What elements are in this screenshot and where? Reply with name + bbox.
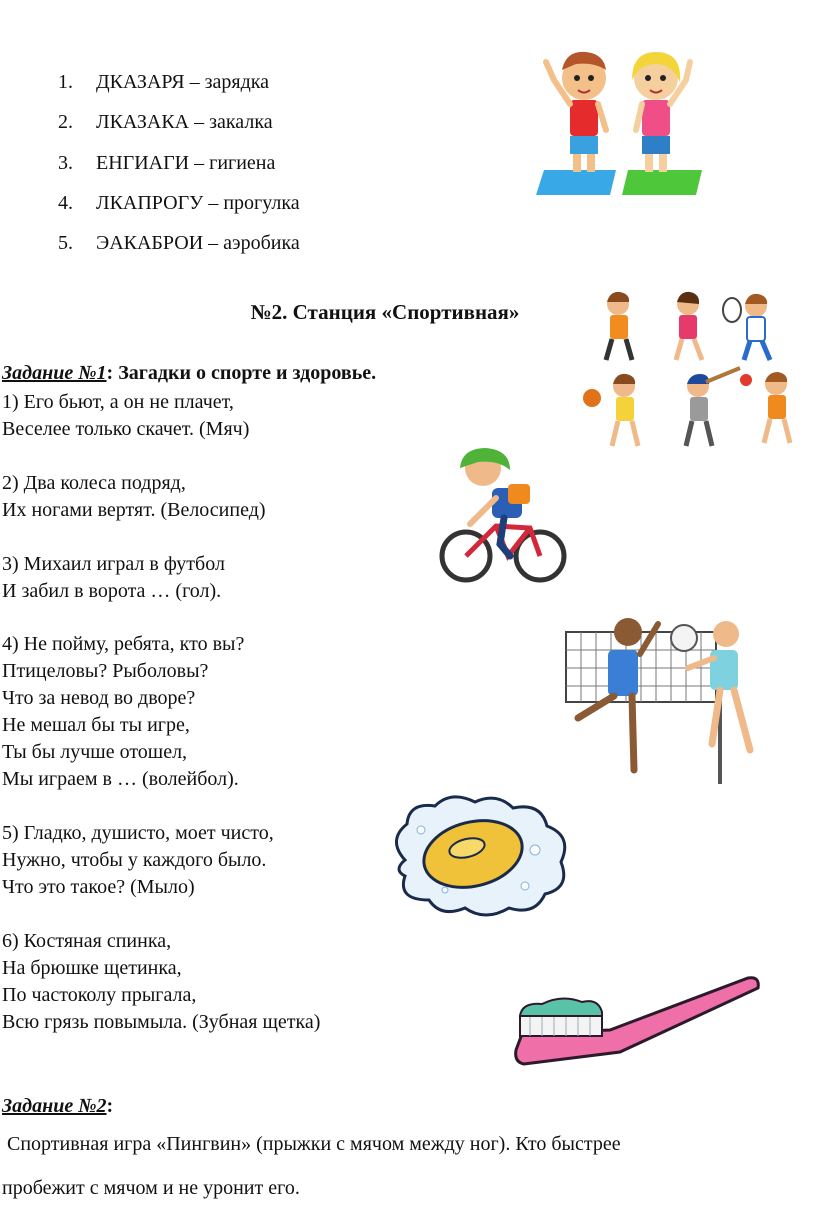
sport-kids-illustration bbox=[580, 288, 810, 458]
riddle-line: На брюшке щетинка, bbox=[2, 957, 182, 979]
riddle-line: Мы играем в … (волейбол). bbox=[2, 768, 239, 790]
task1-heading bbox=[2, 362, 376, 385]
riddle-line: Что это такое? (Мыло) bbox=[2, 876, 195, 898]
task1-colon: : bbox=[106, 362, 114, 384]
task2-heading bbox=[2, 1095, 113, 1118]
word-item-5: 5. ЭАКАБРОИ – аэробика bbox=[58, 232, 300, 254]
riddle-line: Всю грязь повымыла. (Зубная щетка) bbox=[2, 1011, 321, 1033]
word-item-2: 2. ЛКАЗАКА – закалка bbox=[58, 111, 273, 133]
riddle-line: Что за невод во дворе? bbox=[2, 687, 196, 709]
riddle-line: Нужно, чтобы у каждого было. bbox=[2, 849, 267, 871]
riddle-line: 3) Михаил играл в футбол bbox=[2, 553, 225, 575]
volleyball-illustration bbox=[562, 614, 762, 789]
riddle-line: 4) Не пойму, ребята, кто вы? bbox=[2, 633, 245, 655]
riddle-line: 1) Его бьют, а он не плачет, bbox=[2, 391, 234, 413]
exercising-kids-illustration bbox=[536, 40, 706, 200]
task2-line-1: Спортивная игра «Пингвин» (прыжки с мячом между ног). Кто быстрее bbox=[2, 1133, 621, 1155]
riddle-line: И забил в ворота … (гол). bbox=[2, 580, 222, 602]
cyclist-illustration bbox=[438, 448, 568, 586]
task1-title: Загадки о спорте и здоровье. bbox=[113, 362, 377, 384]
word-item-1: 1. ДКАЗАРЯ – зарядка bbox=[58, 71, 270, 93]
riddle-line: 6) Костяная спинка, bbox=[2, 930, 172, 952]
word-item-4: 4. ЛКАПРОГУ – прогулка bbox=[58, 192, 300, 214]
riddle-line: 5) Гладко, душисто, моет чисто, bbox=[2, 822, 274, 844]
riddle-line: По частоколу прыгала, bbox=[2, 984, 197, 1006]
soap-illustration bbox=[385, 790, 575, 922]
station-title: №2. Станция «Спортивная» bbox=[250, 300, 520, 324]
riddle-line: Не мешал бы ты игре, bbox=[2, 714, 190, 736]
task2-colon: : bbox=[106, 1095, 114, 1117]
riddle-line: Птицеловы? Рыболовы? bbox=[2, 660, 209, 682]
riddle-line: Их ногами вертят. (Велосипед) bbox=[2, 499, 266, 521]
riddle-line: 2) Два колеса подряд, bbox=[2, 472, 186, 494]
task1-label: Задание №1 bbox=[2, 362, 107, 384]
task2-label: Задание №2 bbox=[2, 1095, 107, 1117]
task2-line-2: пробежит с мячом и не уронит его. bbox=[2, 1177, 300, 1199]
riddle-line: Веселее только скачет. (Мяч) bbox=[2, 418, 250, 440]
toothbrush-illustration bbox=[512, 972, 762, 1076]
word-item-3: 3. ЕНГИАГИ – гигиена bbox=[58, 152, 276, 174]
riddle-line: Ты бы лучше отошел, bbox=[2, 741, 188, 763]
